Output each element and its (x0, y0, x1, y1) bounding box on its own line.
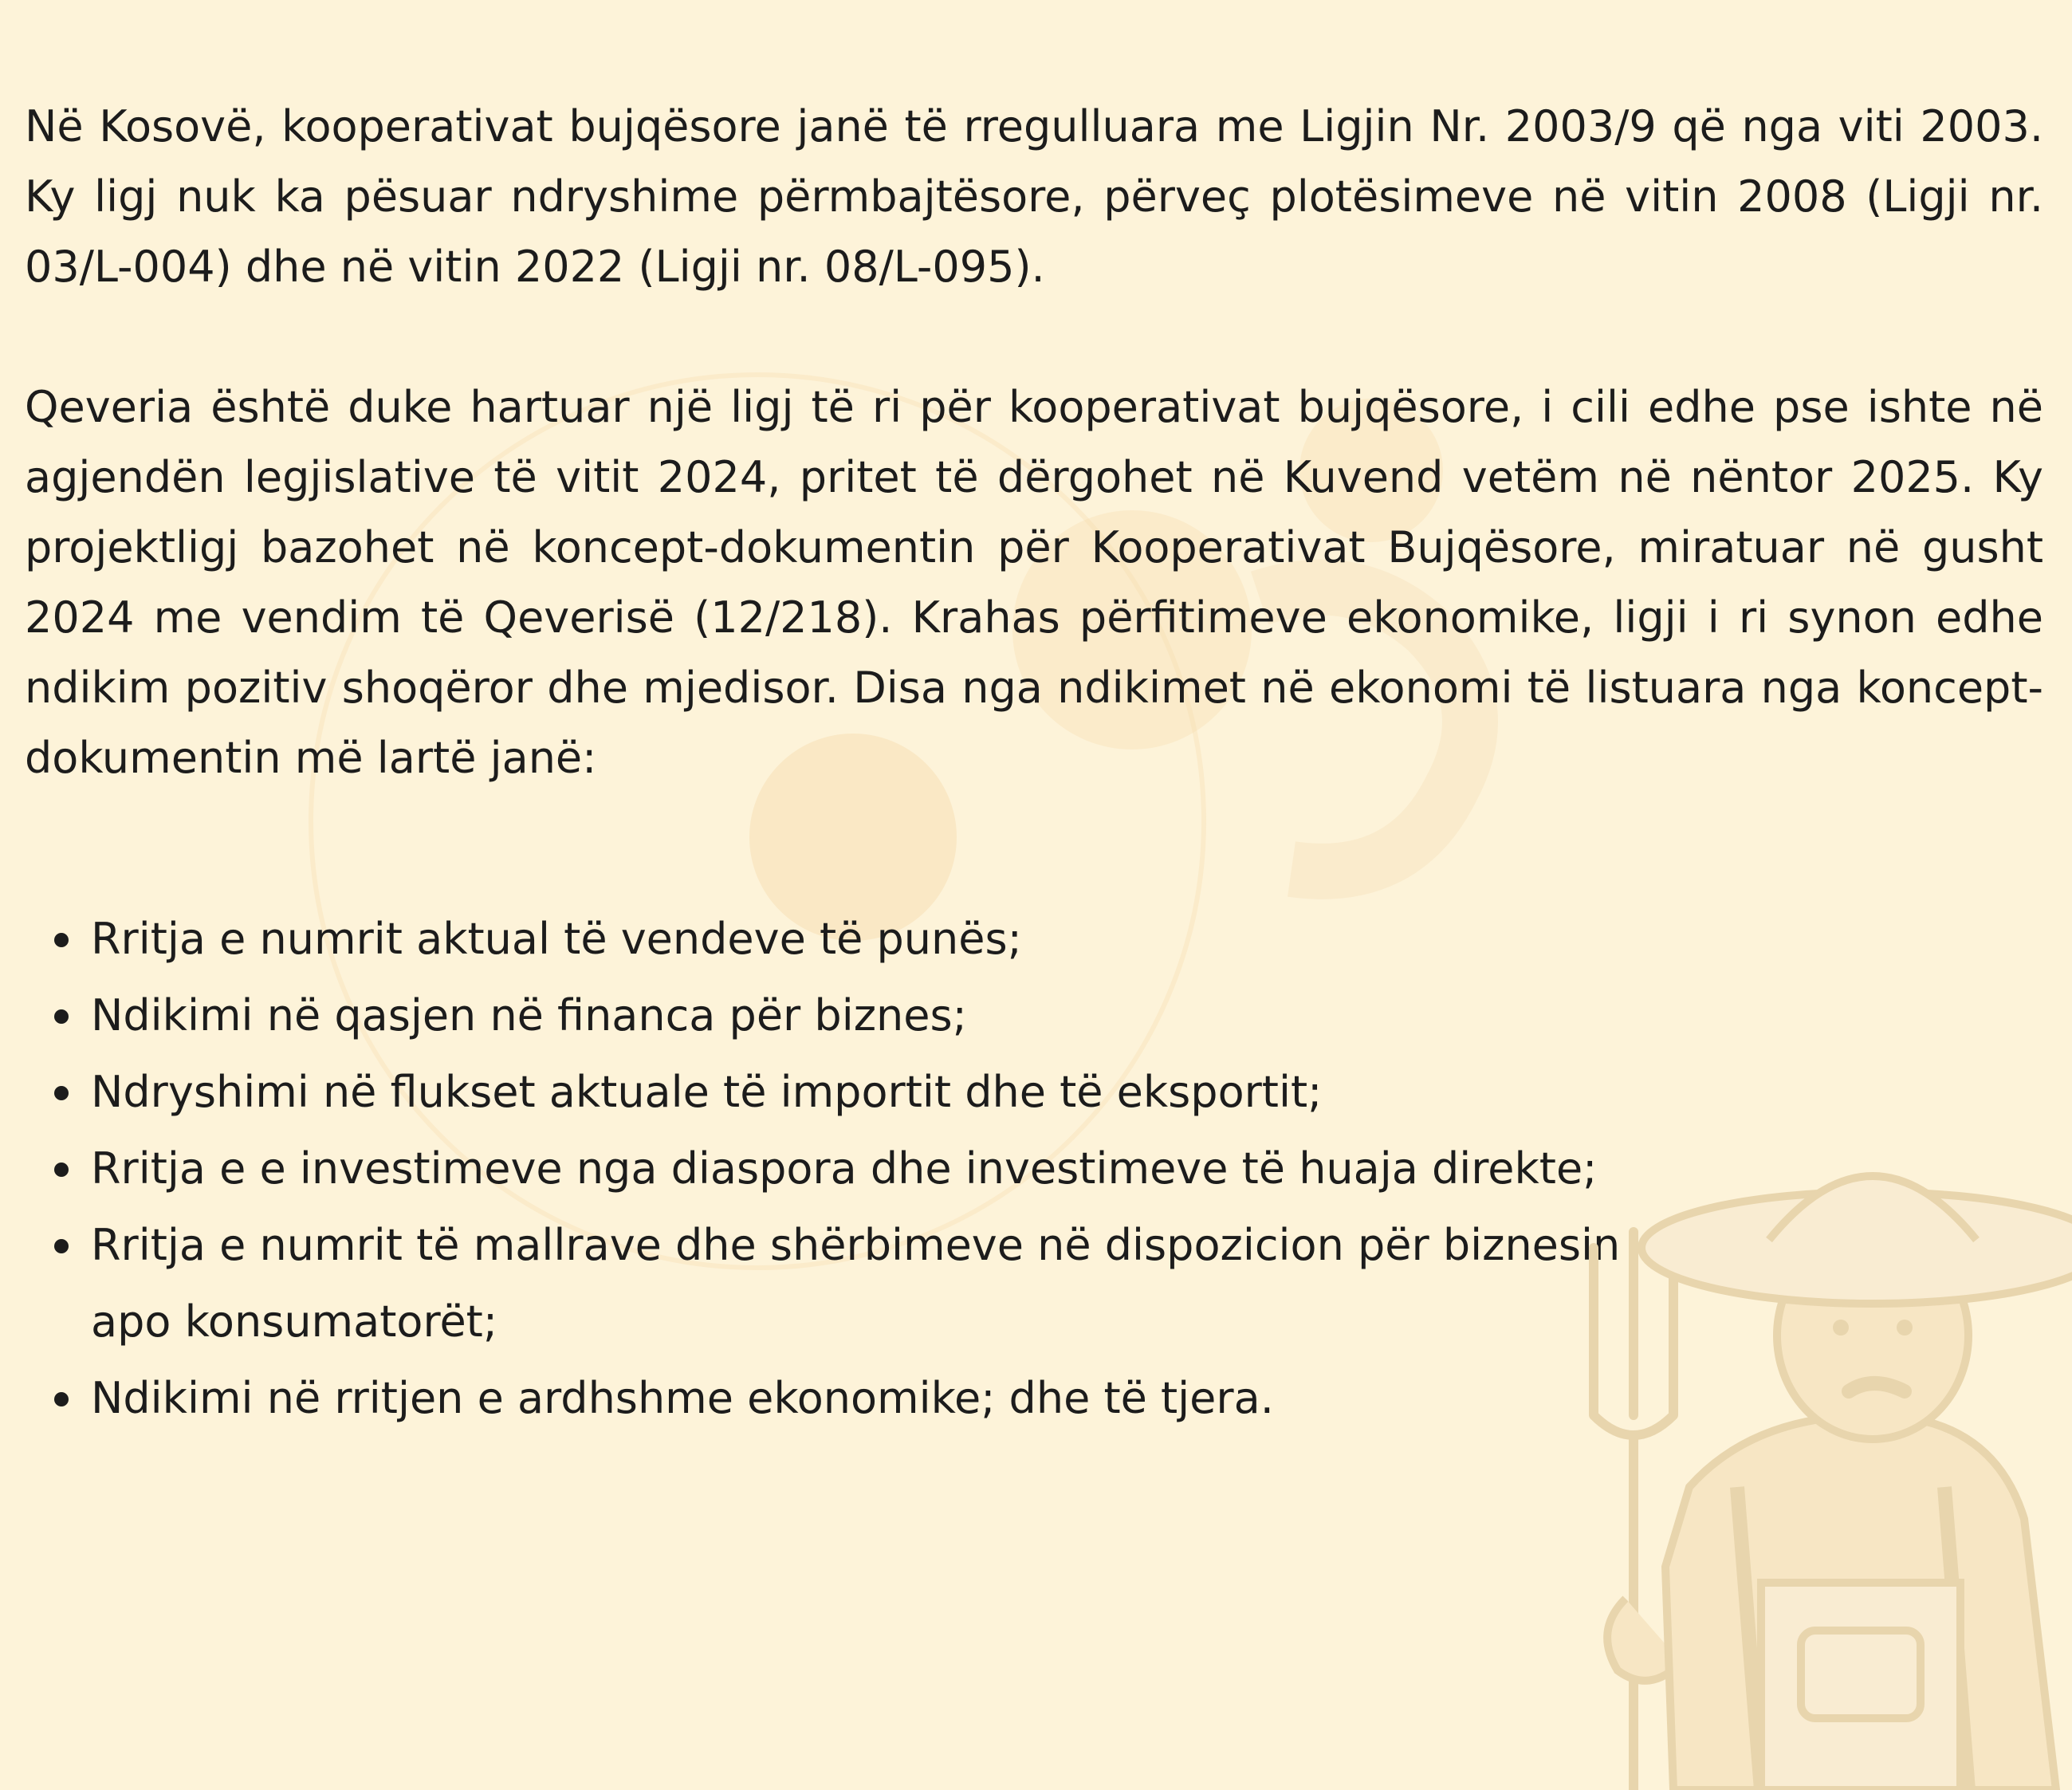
bullet-dot-icon (54, 1086, 69, 1100)
list-item (51, 901, 1725, 978)
impact-bullet-list (51, 901, 1725, 1437)
intro-paragraph: Në Kosovë, kooperativat bujqësore janë të rregulluara me Ligjin Nr. 2003/9 që nga viti 2003. Ky ligj nuk ka pësuar ndryshime përmbajtësore, përveç plotësimeve në vitin 2008 (Ligji nr. 03/L-004) dhe në vitin 2022 (Ligji nr. 08/L-095). (25, 101, 2043, 292)
list-item-text: Ndryshimi në flukset aktuale të importit dhe të eksportit; (91, 1067, 1323, 1117)
context-paragraph: Qeveria është duke hartuar një ligj të ri për kooperativat bujqësore, i cili edhe pse ishte në agjendën legjislative të vitit 2024, pritet të dërgohet në Kuvend vetëm në nëntor 2025. Ky projektligj bazohet në koncept-dokumentin për Kooperativat Bujqësore, miratuar në gusht 2024 me vendim të Qeverisë (12/218). Krahas përfitimeve ekonomike, ligji i ri synon edhe ndikim pozitiv shoqëror dhe mjedisor. Disa nga ndikimet në ekonomi të listuara nga koncept-dokumentin më lartë janë: (25, 382, 2043, 783)
bullet-dot-icon (54, 1009, 69, 1024)
list-item-text-continued: apo konsumatorët; (91, 1296, 498, 1347)
list-item (51, 1207, 1725, 1360)
list-item (51, 1054, 1725, 1131)
list-item-text: Rritja e numrit të mallrave dhe shërbimeve në dispozicion për biznesin (91, 1220, 1621, 1270)
list-item (51, 1131, 1725, 1207)
list-item-text: Rritja e numrit aktual të vendeve të punës; (91, 914, 1022, 964)
list-item-text: Rritja e e investimeve nga diaspora dhe investimeve të huaja direkte; (91, 1143, 1598, 1194)
bullet-dot-icon (54, 1392, 69, 1406)
list-item-text: Ndikimi në qasjen në financa për biznes; (91, 990, 967, 1041)
list-item (51, 1360, 1725, 1437)
bullet-dot-icon (54, 933, 69, 947)
bullet-dot-icon (54, 1239, 69, 1253)
body-text (25, 92, 2043, 793)
list-item-text: Ndikimi në rritjen e ardhshme ekonomike; dhe të tjera. (91, 1373, 1274, 1423)
list-item (51, 978, 1725, 1054)
bullet-dot-icon (54, 1163, 69, 1177)
